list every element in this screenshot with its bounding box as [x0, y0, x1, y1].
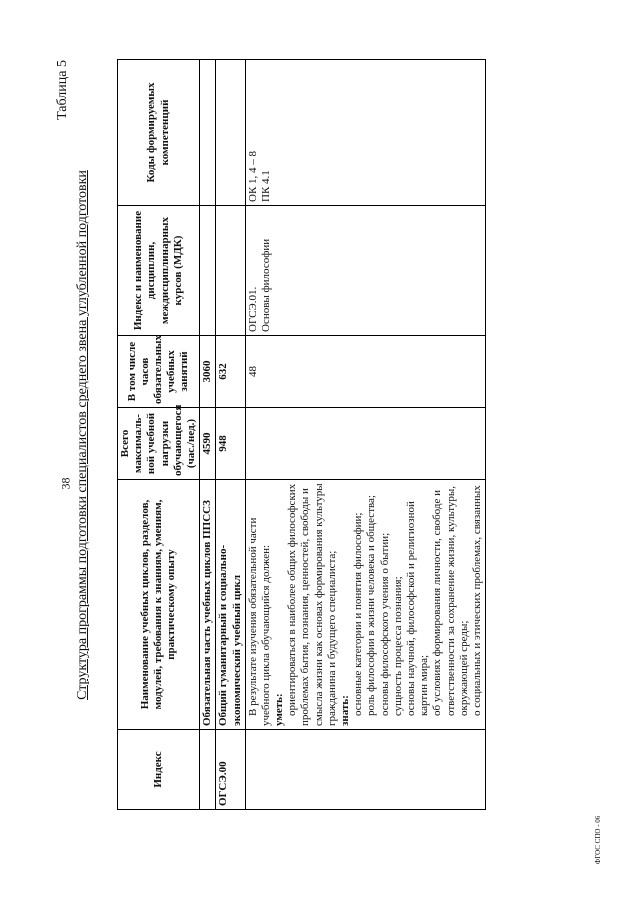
- table-title: Структура программы подготовки специалистов среднего звена углубленной подготовки: [75, 170, 90, 700]
- column-header-index: Индекс: [118, 730, 200, 810]
- rotated-page-content: [55, 60, 575, 810]
- program-structure-table: [117, 59, 486, 810]
- knowledge-label: знать:: [339, 695, 351, 726]
- discipline-code: ОГСЭ.01.: [246, 286, 259, 332]
- column-header-discipline: Индекс и наименование дисциплин, междисциплинарных курсов (МДК): [118, 206, 200, 336]
- cell-name: [245, 480, 485, 730]
- table-header-row: [118, 60, 200, 810]
- skills-label: уметь:: [273, 693, 286, 726]
- cell-discipline: [245, 206, 485, 336]
- cell-index: ОГСЭ.00: [216, 730, 245, 810]
- column-header-max-load: Всего максималь-ной учебной нагрузки обучающегося (час./нед.): [118, 408, 200, 480]
- cell-compulsory-hours: 3060: [200, 336, 216, 408]
- cell-competencies: [200, 60, 216, 206]
- column-header-competencies: Коды формируемых компетенций: [118, 60, 200, 206]
- cell-index: [245, 730, 485, 810]
- cell-max-load: 4590: [200, 408, 216, 480]
- table-row: [216, 60, 245, 810]
- cell-max-load: 948: [216, 408, 245, 480]
- column-header-name: Наименование учебных циклов, разделов, модулей, требования к знаниям, умениям, практическому опыту: [118, 480, 200, 730]
- cell-competencies: [216, 60, 245, 206]
- table-row: [200, 60, 216, 810]
- knowledge-text: основные категории и понятия философии; роль философии в жизни человека и общества; основы философского учения о бытии; сущность процесса познания; основы научной, философской и религиозной картин мира; об условиях формирования личности, свободе и ответственности за сохранение жизни, культуры, окружающей среды; о социальных и этических проблемах, связанных: [352, 485, 483, 716]
- cell-max-load: [245, 408, 485, 480]
- table-row: [245, 60, 485, 810]
- discipline-name: Основы философии: [259, 238, 272, 332]
- cell-discipline: [216, 206, 245, 336]
- competency-codes-professional: ПК 4.1: [259, 170, 272, 202]
- skills-text: ориентироваться в наиболее общих философских проблемах бытия, познания, ценностей, свободы и смысла жизни как основах формирования культуры гражданина и будущего специалиста;: [286, 483, 338, 726]
- cell-name: Обязательная часть учебных циклов ППССЗ: [200, 480, 216, 730]
- cell-compulsory-hours: 48: [245, 336, 485, 408]
- cell-index: [200, 730, 216, 810]
- page-number: 38: [58, 477, 73, 490]
- cell-competencies: [245, 60, 485, 206]
- table-caption: Таблица 5: [55, 60, 70, 120]
- footer-code: ФГОС СПО - 06: [594, 815, 602, 865]
- cell-compulsory-hours: 632: [216, 336, 245, 408]
- column-header-compulsory-hours: В том числе часов обязательных учебных занятий: [118, 336, 200, 408]
- requirements-intro: В результате изучения обязательной части учебного цикла обучающийся должен:: [246, 517, 272, 726]
- cell-name: Общий гуманитарный и социально-экономический учебный цикл: [216, 480, 245, 730]
- cell-discipline: [200, 206, 216, 336]
- competency-codes-general: ОК 1, 4 – 8: [246, 150, 259, 202]
